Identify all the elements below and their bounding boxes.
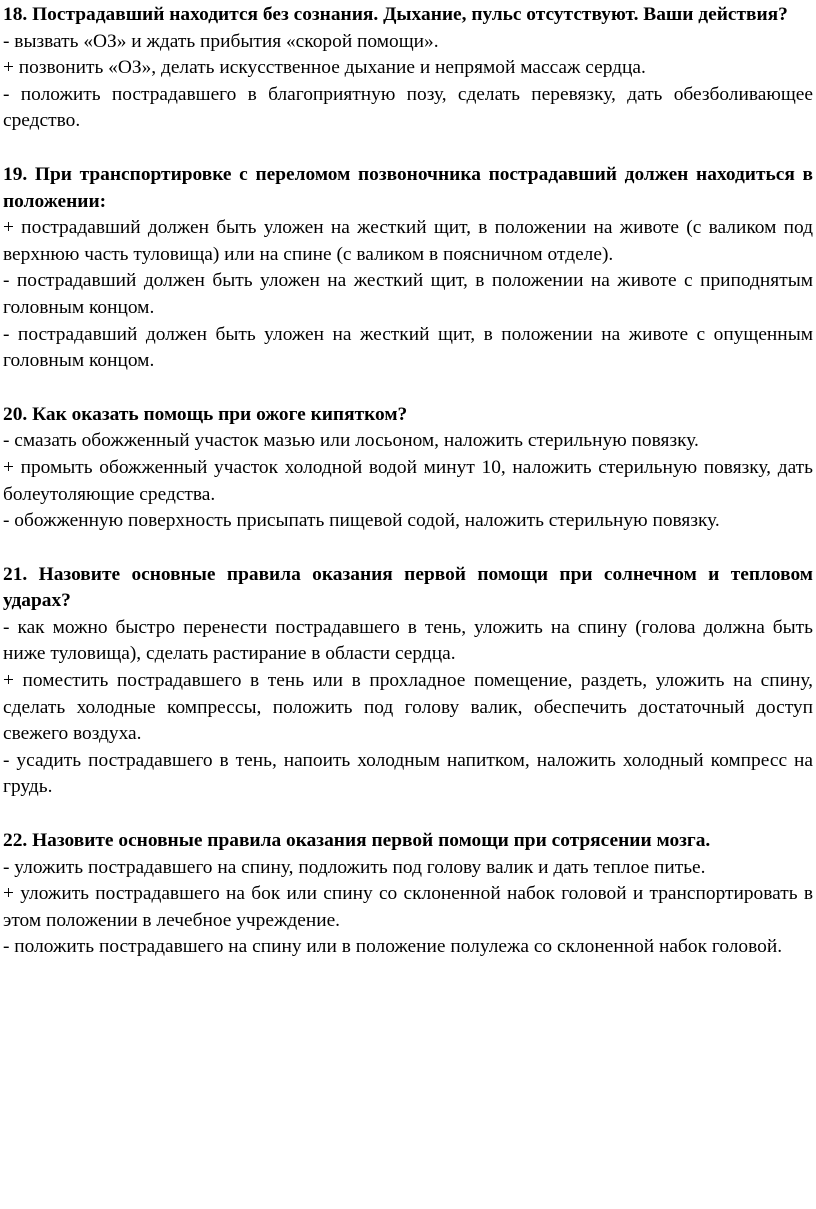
answer-option-correct: + уложить пострадавшего на бок или спину со склоненной набок головой и транспортировать в этом положении в лечебное учреждение. [3,883,813,931]
question-title: 21. Назовите основные правила оказания первой помощи при солнечном и тепловом ударах? [3,563,813,612]
question-20 [3,402,813,535]
answer-option: - пострадавший должен быть уложен на жесткий щит, в положении на животе с опущенным головным концом. [3,323,813,372]
answer-option-correct: + поместить пострадавшего в тень или в прохладное помещение, раздеть, уложить на спину, сделать холодные компрессы, положить под голову валик, обеспечить достаточный доступ свежего воздуха. [3,670,813,745]
answer-option: - положить пострадавшего в благоприятную позу, сделать перевязку, дать обезболивающее средство. [3,83,813,132]
document-page [3,2,813,988]
question-18 [3,2,813,135]
question-title: 20. Как оказать помощь при ожоге кипятком? [3,403,408,425]
question-19 [3,162,813,375]
answer-option: - как можно быстро перенести пострадавшего в тень, уложить на спину (голова должна быть ниже туловища), сделать растирание в области сердца. [3,616,813,665]
answer-option: - обожженную поверхность присыпать пищевой содой, наложить стерильную повязку. [3,510,720,532]
question-title: 22. Назовите основные правила оказания первой помощи при сотрясении мозга. [3,830,711,852]
answer-option: - смазать обожженный участок мазью или лосьоном, наложить стерильную повязку. [3,430,699,452]
question-title: 19. При транспортировке с переломом позвоночника пострадавший должен находиться в положении: [3,163,813,212]
answer-option: - усадить пострадавшего в тень, напоить холодным напитком, наложить холодный компресс на грудь. [3,749,813,798]
question-title: 18. Пострадавший находится без сознания. Дыхание, пульс отсутствуют. Ваши действия? [3,4,788,25]
answer-option: - пострадавший должен быть уложен на жесткий щит, в положении на животе с приподнятым головным концом. [3,270,813,318]
question-21 [3,562,813,801]
answer-option: - положить пострадавшего на спину или в положение полулежа со склоненной набок головой. [3,936,783,958]
answer-option: - вызвать «ОЗ» и ждать прибытия «скорой помощи». [3,30,439,52]
answer-option: - уложить пострадавшего на спину, подложить под голову валик и дать теплое питье. [3,856,706,878]
answer-option-correct: + пострадавший должен быть уложен на жесткий щит, в положении на животе (с валиком под верхнюю часть туловища) или на спине (с валиком в поясничном отделе). [3,217,813,265]
answer-option-correct: + промыть обожженный участок холодной водой минут 10, наложить стерильную повязку, дать болеутоляющие средства. [3,456,813,505]
question-22 [3,828,813,961]
answer-option-correct: + позвонить «ОЗ», делать искусственное дыхание и непрямой массаж сердца. [3,57,646,79]
